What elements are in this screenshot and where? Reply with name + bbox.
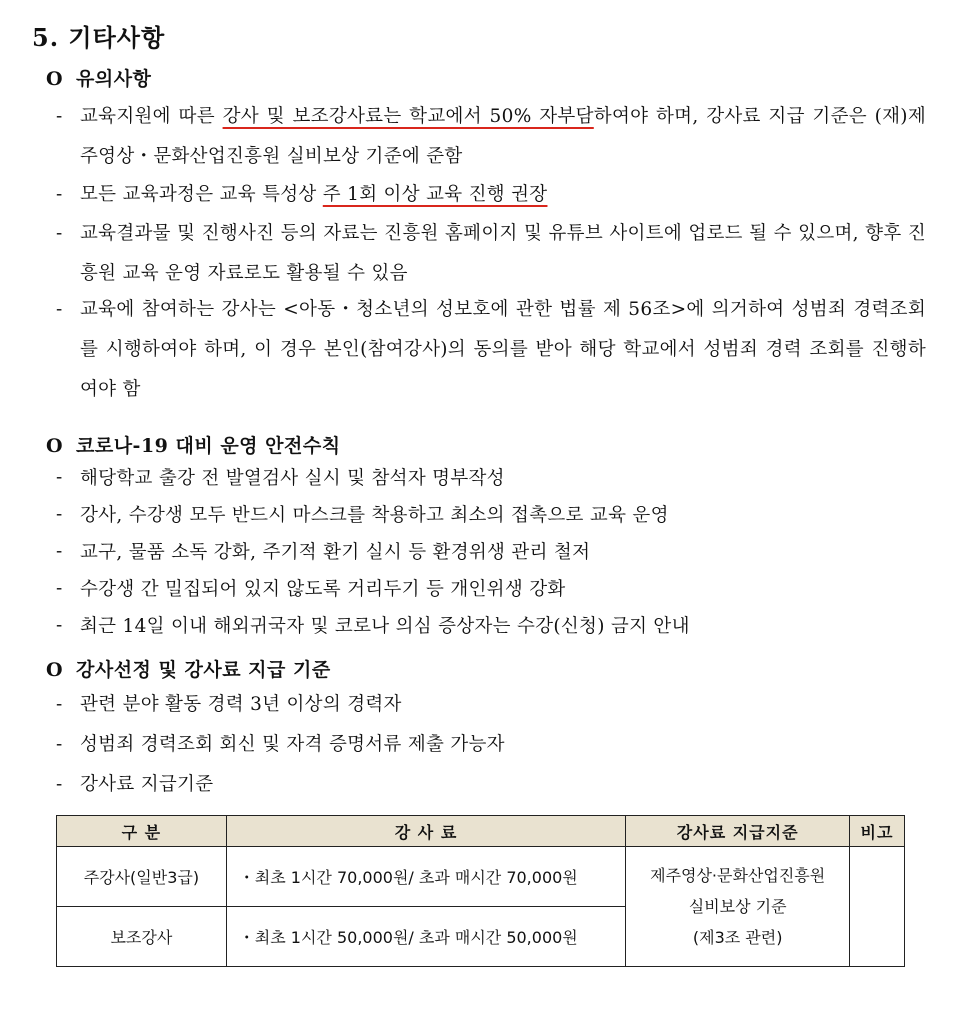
standard-cell <box>626 847 850 967</box>
row-type-main: 주강사(일반3급) <box>57 847 227 907</box>
instructor-heading <box>46 655 331 682</box>
instructor-item-3-text: 강사료 지급기준 <box>80 774 214 795</box>
note-cell <box>850 847 905 967</box>
covid-heading <box>46 431 341 458</box>
dash-bullet: - <box>56 504 63 525</box>
covid-item-2 <box>56 497 926 534</box>
covid-items <box>56 460 926 645</box>
standard-line-3: (제3조 관련) <box>692 928 783 947</box>
caution-item-3 <box>56 214 926 294</box>
covid-item-4 <box>56 571 926 608</box>
instructor-item-2 <box>56 725 926 765</box>
caution-item-2-pre: 모든 교육과정은 교육 특성상 <box>80 184 323 205</box>
covid-item-2-text: 강사, 수강생 모두 반드시 마스크를 착용하고 최소의 접촉으로 교육 운영 <box>80 505 669 526</box>
header-category: 구 분 <box>57 816 227 847</box>
dash-bullet: - <box>56 578 63 599</box>
caution-item-2-text <box>80 175 926 215</box>
caution-heading <box>46 64 151 91</box>
standard-line-2: 실비보상 기준 <box>688 897 787 916</box>
header-standard: 강사료 지급지준 <box>626 816 850 847</box>
table-row <box>57 847 905 907</box>
instructor-heading-text: 강사선정 및 강사료 지급 기준 <box>76 659 331 681</box>
covid-item-1 <box>56 460 926 497</box>
dash-bullet: - <box>56 774 63 795</box>
covid-heading-text: 코로나-19 대비 운영 안전수칙 <box>76 435 341 457</box>
standard-line-1: 제주영상·문화산업진흥원 <box>650 866 826 885</box>
instructor-item-3 <box>56 765 926 805</box>
caution-item-3-text: 교육결과물 및 진행사진 등의 자료는 진흥원 홈페이지 및 유튜브 사이트에 업로드 될 수 있으며, 향후 진흥원 교육 운영 자료로도 활용될 수 있음 <box>80 223 926 284</box>
dash-bullet: - <box>56 299 63 320</box>
covid-item-5 <box>56 608 926 645</box>
covid-item-3 <box>56 534 926 571</box>
instructor-item-1-text: 관련 분야 활동 경력 3년 이상의 경력자 <box>80 694 402 715</box>
caution-item-2-underlined: 주 1회 이상 교육 진행 권장 <box>322 184 548 205</box>
row-type-assistant: 보조강사 <box>57 907 227 967</box>
dash-bullet: - <box>56 223 63 244</box>
caution-item-1-underlined: 강사 및 보조강사료는 학교에서 50% 자부담 <box>222 106 594 127</box>
covid-item-5-text: 최근 14일 이내 해외귀국자 및 코로나 의심 증상자는 수강(신청) 금지 안내 <box>80 616 690 637</box>
caution-heading-text: 유의사항 <box>76 68 152 90</box>
row-fee-main: ・최초 1시간 70,000원/ 초과 매시간 70,000원 <box>226 847 626 907</box>
dash-bullet: - <box>56 106 63 127</box>
dash-bullet: - <box>56 467 63 488</box>
header-note: 비고 <box>850 816 905 847</box>
caution-item-4-text: 교육에 참여하는 강사는 <아동・청소년의 성보호에 관한 법률 제 56조>에 의거하여 성범죄 경력조회를 시행하여야 하며, 이 경우 본인(참여강사)의 동의를 받아 해당 학교에서 성범죄 경력 조회를 진행하여야 함 <box>80 299 926 400</box>
covid-item-4-text: 수강생 간 밀집되어 있지 않도록 거리두기 등 개인위생 강화 <box>80 579 566 600</box>
dash-bullet: - <box>56 541 63 562</box>
caution-item-1 <box>56 97 926 177</box>
circle-bullet: O <box>46 659 64 681</box>
fee-table-header-row <box>57 816 905 847</box>
header-fee: 강 사 료 <box>226 816 626 847</box>
circle-bullet: O <box>46 68 64 90</box>
dash-bullet: - <box>56 734 63 755</box>
section-title: 5. 기타사항 <box>32 23 166 52</box>
instructor-items <box>56 685 926 805</box>
dash-bullet: - <box>56 615 63 636</box>
caution-item-4 <box>56 290 926 410</box>
circle-bullet: O <box>46 435 64 457</box>
caution-item-1-pre: 교육지원에 따른 <box>80 106 223 127</box>
caution-item-1-post: 하여야 하며, 강사료 지급 기준은 (재)제주영상・문화산업진흥원 실비보상 기준에 준함 <box>80 106 926 167</box>
caution-item-2 <box>56 175 926 215</box>
row-fee-assistant: ・최초 1시간 50,000원/ 초과 매시간 50,000원 <box>226 907 626 967</box>
dash-bullet: - <box>56 184 63 205</box>
covid-item-3-text: 교구, 물품 소독 강화, 주기적 환기 실시 등 환경위생 관리 철저 <box>80 542 591 563</box>
instructor-item-2-text: 성범죄 경력조회 회신 및 자격 증명서류 제출 가능자 <box>80 734 505 755</box>
fee-table <box>56 815 905 967</box>
covid-item-1-text: 해당학교 출강 전 발열검사 실시 및 참석자 명부작성 <box>80 468 505 489</box>
instructor-item-1 <box>56 685 926 725</box>
caution-item-1-text <box>80 97 926 177</box>
dash-bullet: - <box>56 694 63 715</box>
